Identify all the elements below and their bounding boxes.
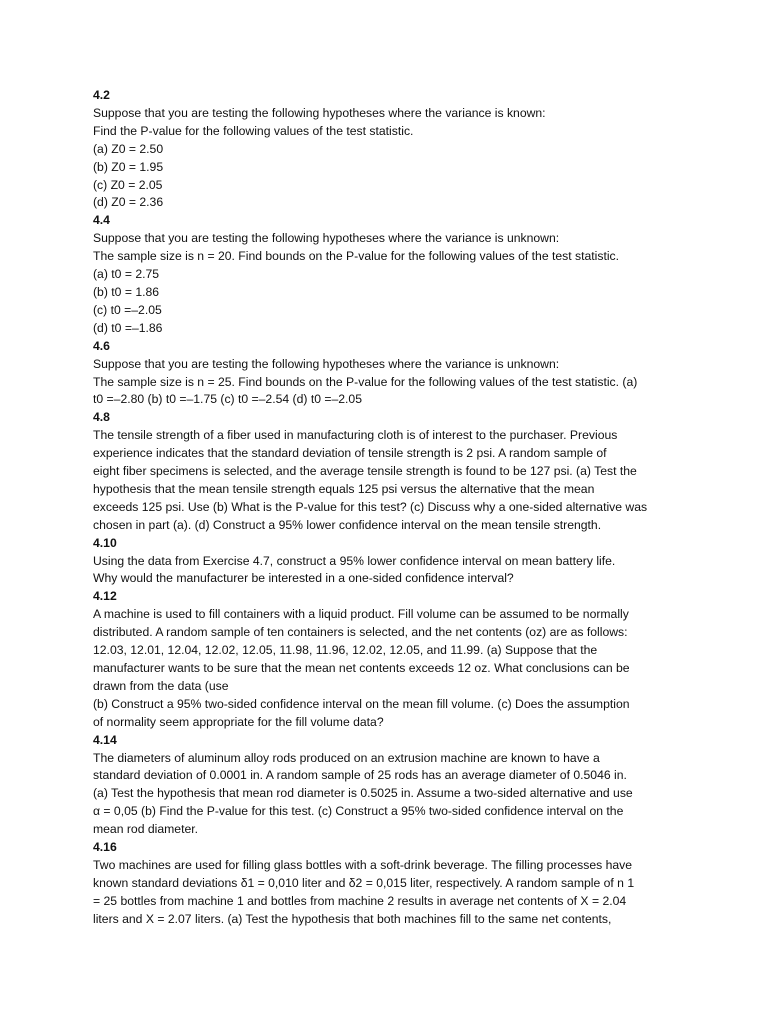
exercise-number: 4.2 <box>93 88 110 102</box>
text-line: (b) Z0 = 1.95 <box>93 159 164 174</box>
text-line: Why would the manufacturer be interested in a one-sided confidence interval? <box>93 571 514 586</box>
text-line: t0 =–2.80 (b) t0 =–1.75 (c) t0 =–2.54 (d) t0 =–2.05 <box>93 392 362 407</box>
text-line: (c) t0 =–2.05 <box>93 302 162 317</box>
text-line: Suppose that you are testing the following hypotheses where the variance is unknown: <box>93 356 560 371</box>
text-line: The diameters of aluminum alloy rods produced on an extrusion machine are known to have a <box>93 750 600 765</box>
text-line: known standard deviations δ1 = 0,010 liter and δ2 = 0,015 liter, respectively. A random sample of n 1 <box>93 875 635 890</box>
text-line: distributed. A random sample of ten containers is selected, and the net contents (oz) are as follows: <box>93 625 628 640</box>
text-line: exceeds 125 psi. Use (b) What is the P-value for this test? (c) Discuss why a one-sided alternative was <box>93 499 648 514</box>
text-line: (a) t0 = 2.75 <box>93 267 160 282</box>
exercise-number: 4.14 <box>93 732 117 747</box>
text-line: 12.03, 12.01, 12.04, 12.02, 12.05, 11.98, 11.96, 12.02, 12.05, and 11.99. (a) Suppose that the <box>93 643 598 658</box>
text-line: A machine is used to fill containers with a liquid product. Fill volume can be assumed to be normally <box>93 607 629 622</box>
text-line: drawn from the data (use <box>93 678 229 693</box>
text-line: hypothesis that the mean tensile strength equals 125 psi versus the alternative that the mean <box>93 481 595 496</box>
exercise-number: 4.10 <box>93 535 117 550</box>
text-line: Suppose that you are testing the following hypotheses where the variance is unknown: <box>93 231 560 246</box>
text-line: (b) t0 = 1.86 <box>93 284 160 299</box>
text-line: The sample size is n = 20. Find bounds on the P-value for the following values of the test statistic. <box>93 249 620 264</box>
text-line: Two machines are used for filling glass bottles with a soft-drink beverage. The filling processes have <box>93 857 633 872</box>
text-line: α = 0,05 (b) Find the P-value for this test. (c) Construct a 95% two-sided confidence interval on the <box>93 804 624 819</box>
text-line: (c) Z0 = 2.05 <box>93 177 163 192</box>
text-line: Find the P-value for the following values of the test statistic. <box>93 123 414 138</box>
text-line: = 25 bottles from machine 1 and bottles from machine 2 results in average net contents of X = 2.04 <box>93 893 627 908</box>
text-line: mean rod diameter. <box>93 822 199 837</box>
text-line: The tensile strength of a fiber used in manufacturing cloth is of interest to the purchaser. Previous <box>93 428 618 443</box>
text-line: The sample size is n = 25. Find bounds on the P-value for the following values of the test statistic. (a) <box>93 374 638 389</box>
text-line: Using the data from Exercise 4.7, construct a 95% lower confidence interval on mean battery life. <box>93 553 616 568</box>
text-line: (a) Z0 = 2.50 <box>93 141 164 156</box>
text-line: (a) Test the hypothesis that mean rod diameter is 0.5025 in. Assume a two-sided alternative and use <box>93 786 633 801</box>
text-line: (b) Construct a 95% two-sided confidence interval on the mean fill volume. (c) Does the assumption <box>93 696 630 711</box>
text-line: eight fiber specimens is selected, and the average tensile strength is found to be 127 psi. (a) Test the <box>93 464 637 479</box>
exercise-number: 4.16 <box>93 840 117 855</box>
exercise-number: 4.12 <box>93 589 117 604</box>
text-line: (d) t0 =–1.86 <box>93 320 163 335</box>
text-line: manufacturer wants to be sure that the mean net contents exceeds 12 oz. What conclusions can be <box>93 661 630 675</box>
text-line: liters and X = 2.07 liters. (a) Test the hypothesis that both machines fill to the same net contents, <box>93 911 612 926</box>
exercise-number: 4.4 <box>93 213 110 228</box>
exercise-number: 4.6 <box>93 338 110 353</box>
text-line: of normality seem appropriate for the fill volume data? <box>93 714 384 729</box>
text-line: Suppose that you are testing the following hypotheses where the variance is known: <box>93 105 546 120</box>
text-line: chosen in part (a). (d) Construct a 95% lower confidence interval on the mean tensile strength. <box>93 517 602 532</box>
text-line: standard deviation of 0.0001 in. A random sample of 25 rods has an average diameter of 0.5046 in. <box>93 768 627 783</box>
exercise-number: 4.8 <box>93 410 110 425</box>
text-line: experience indicates that the standard deviation of tensile strength is 2 psi. A random sample of <box>93 446 607 461</box>
document-page <box>93 87 683 929</box>
text-line: (d) Z0 = 2.36 <box>93 195 164 210</box>
